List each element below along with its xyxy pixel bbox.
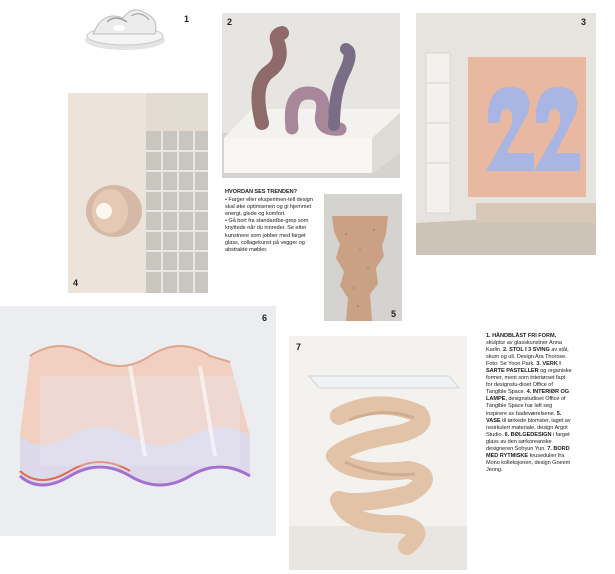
photo-sculpture-plinth <box>222 13 400 178</box>
photo-wave-glass <box>0 306 276 536</box>
photo-coil-table <box>289 336 467 570</box>
caption-1-lead: 1. HÅNDBLÅST FRI FORM, <box>486 333 557 339</box>
photo-glass-sculpture <box>75 0 200 55</box>
photo-number-7: 7 <box>296 342 302 352</box>
caption-3-body: og organiske former, ment som interiørset fapt for designstu-dioet Office of Tangible Space. <box>486 368 572 396</box>
caption-5-lead: 5. VASE <box>486 410 562 424</box>
caption-block <box>486 333 572 474</box>
caption-6-lead: 6. BØLGEDESIGN <box>504 431 552 438</box>
trend-sidebar <box>225 189 317 254</box>
caption-7-lead: 7. BORD MED RYTMISKE <box>486 445 570 459</box>
caption-4-body: designstudioet Office of Tangible Space har laft seg inspirere av badeværelsene. <box>486 396 566 417</box>
caption-2-body: av stål, skum og ull. Design Ara Thorose. Foto: Se Yoon Park. <box>486 347 569 368</box>
caption-4-lead: 4. INTERIØR OG LAMPE, <box>486 389 570 403</box>
photo-number-2: 2 <box>227 17 233 27</box>
photo-number-4: 4 <box>73 278 79 288</box>
caption-3-lead: 3. VERK I SARTE PASTELLER <box>486 361 561 375</box>
trend-bullet-1: • Farger eller eksperimen-tell design skal øke optimismen og gi hjemmet energi, glede og komfort. <box>225 197 313 218</box>
photo-number-3: 3 <box>581 17 587 27</box>
trend-heading: HVORDAN SES TRENDEN? <box>225 189 298 195</box>
photo-pastel-room <box>416 13 596 255</box>
caption-6-body: i farget glass av den sørkoreanske designeren Sohyun Yun. <box>486 431 570 452</box>
photo-number-1: 1 <box>184 14 190 24</box>
caption-5-body: til tørkede blomster, laget av resirkulert materiale, design Argot Studio. <box>486 417 571 438</box>
caption-2-lead: 2. STOL I 3 SVING <box>503 347 550 354</box>
photo-cork-vase <box>324 194 402 321</box>
photo-lamp-glass-blocks <box>68 93 208 293</box>
caption-column <box>486 333 572 474</box>
trend-bullet-2: • Gå bort fra standardbe-grep som knyttede når du innreder. Se etter kunstnere som jobber med farget glass, collagekunst på vegger og abstrakte møbler. <box>225 218 309 253</box>
caption-1-body: skulptur av glasskunstner Anna Karlin. <box>486 340 562 354</box>
caption-7-body: krusedulier fra Mono kolleksjonen, design Gneem Jeong. <box>486 452 571 473</box>
photo-number-5: 5 <box>391 309 397 319</box>
photo-number-6: 6 <box>262 313 268 323</box>
